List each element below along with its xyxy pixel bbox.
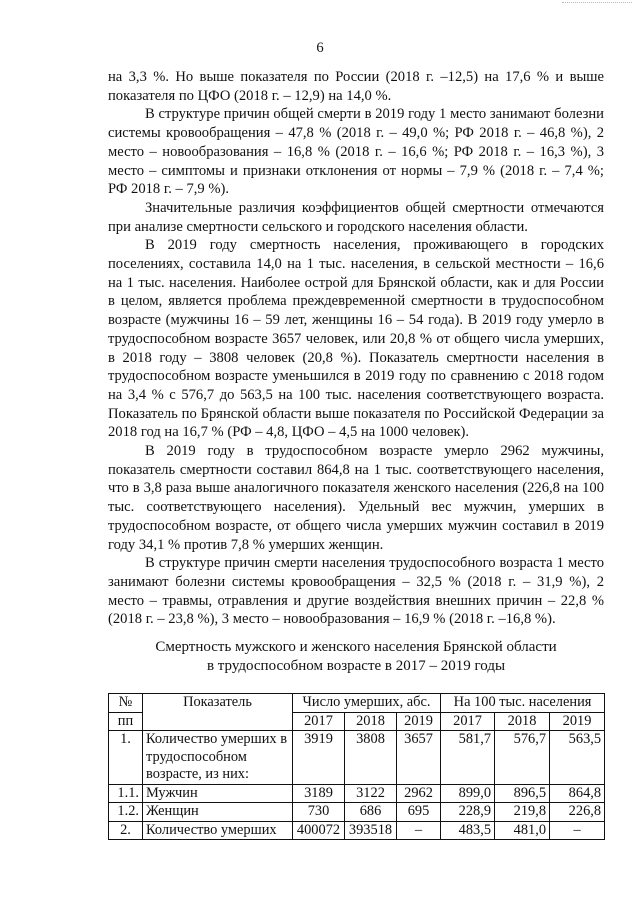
table-cell: 864,8 [550,784,605,803]
row-number: 1.1. [109,784,143,803]
header-year: 2017 [441,712,495,731]
header-num-bottom: пп [109,712,143,731]
paragraph-5: В 2019 году в трудоспособном возрасте умерло 2962 мужчины, показатель смертности составил 864,8 на 1 тыс. соответствующего населения, что в 3,8 раза выше аналогичного показателя женского населения (226,8 на 100 тыс. соответствующего населения). Удельный вес мужчин, умерших в трудоспособном возрасте, от общего числа умерших мужчин составил в 2019 году 34,1 % против 7,8 % умерших женщин. [108,443,604,553]
table-cell: 483,5 [441,821,495,840]
table-cell: 3122 [345,784,397,803]
table-row [109,731,605,785]
header-indicator: Показатель [143,694,293,731]
row-number: 1. [109,731,143,785]
header-year: 2019 [550,712,605,731]
table-cell: 563,5 [550,731,605,785]
table-caption-line-1: Смертность мужского и женского населения Брянской области [155,639,557,655]
row-number: 1.2. [109,803,143,822]
table-cell: 3189 [293,784,345,803]
paragraph-1: на 3,3 %. Но выше показателя по России (2018 г. –12,5) на 17,6 % и выше показателя по ЦФО (2018 г. – 12,9) на 14,0 %. [108,69,604,104]
table-cell: 400072 [293,821,345,840]
table-cell: 581,7 [441,731,495,785]
header-year: 2018 [345,712,397,731]
table-cell: 896,5 [495,784,550,803]
table-cell: 481,0 [495,821,550,840]
header-year: 2018 [495,712,550,731]
header-group-abs: Число умерших, абс. [293,694,441,713]
header-group-rate: На 100 тыс. населения [441,694,605,713]
table-row [109,803,605,822]
mortality-table [108,693,605,840]
table-caption [108,638,604,676]
row-label: Женщин [143,803,293,822]
table-cell: 219,8 [495,803,550,822]
paragraph-4: В 2019 году смертность населения, проживающего в городских поселениях, составила 14,0 на 1 тыс. населения, в сельской местности – 16,6 на 1 тыс. населения. Наиболее острой для Брянской области, как и для России в целом, является проблема преждевременной смертности в трудоспособном возрасте (мужчины 16 – 59 лет, женщины 16 – 54 года). В 2019 году умерло в трудоспособном возрасте 3657 человек, или 20,8 % от общего числа умерших, в 2018 году – 3808 человек (20,8 %). Показатель смертности населения в трудоспособном возрасте уменьшился в 2019 году по сравнению с 2018 годом на 3,4 % с 576,7 до 563,5 на 100 тыс. населения соответствующего возраста. Показатель по Брянской области выше показателя по Российской Федерации за 2018 год на 16,7 % (РФ – 4,8, ЦФО – 4,5 на 1000 человек). [108,237,604,441]
table-header-row [109,694,605,713]
paragraph-6: В структуре причин смерти населения трудоспособного возраста 1 место занимают болезни системы кровообращения – 32,5 % (2018 г. – 31,9 %), 2 место – травмы, отравления и другие воздействия внешних причин – 22,8 % (2018 г. – 23,8 %), 3 место – новообразования – 16,9 % (2018 г. –16,8 %). [108,555,604,628]
table-caption-line-2: в трудоспособном возрасте в 2017 – 2019 годы [206,658,506,674]
table-cell: 3657 [397,731,441,785]
paragraph-2: В структуре причин общей смерти в 2019 году 1 место занимают болезни системы кровообращения – 47,8 % (2018 г. – 49,0 %; РФ 2018 г. – 46,8 %), 2 место – новообразования – 16,8 % (2018 г. – 16,6 %; РФ 2018 г. – 16,3 %), 3 место – симптомы и признаки отклонения от нормы – 7,9 % (2018 г. – 7,4 %; РФ 2018 г. – 7,9 %). [108,106,604,198]
table-cell: 3919 [293,731,345,785]
header-year: 2019 [397,712,441,731]
table-row [109,784,605,803]
table-cell: 695 [397,803,441,822]
table-cell: 576,7 [495,731,550,785]
table-cell: – [397,821,441,840]
table-cell: 2962 [397,784,441,803]
header-year: 2017 [293,712,345,731]
row-label: Мужчин [143,784,293,803]
row-number: 2. [109,821,143,840]
table-cell: 686 [345,803,397,822]
paragraph-3: Значительные различия коэффициентов общей смертности отмечаются при анализе смертности сельского и городского населения области. [108,199,604,235]
row-label: Количество умерших [143,821,293,840]
scan-artifact [562,2,632,6]
table-row [109,821,605,840]
table-cell: 899,0 [441,784,495,803]
table-cell: – [550,821,605,840]
row-label: Количество умерших в трудоспособном возрасте, из них: [143,731,293,785]
page-number: 6 [316,40,324,56]
table-cell: 228,9 [441,803,495,822]
document-body [108,68,604,629]
table-cell: 3808 [345,731,397,785]
table-cell: 393518 [345,821,397,840]
table-cell: 730 [293,803,345,822]
header-num-top: № [109,694,143,713]
table-cell: 226,8 [550,803,605,822]
